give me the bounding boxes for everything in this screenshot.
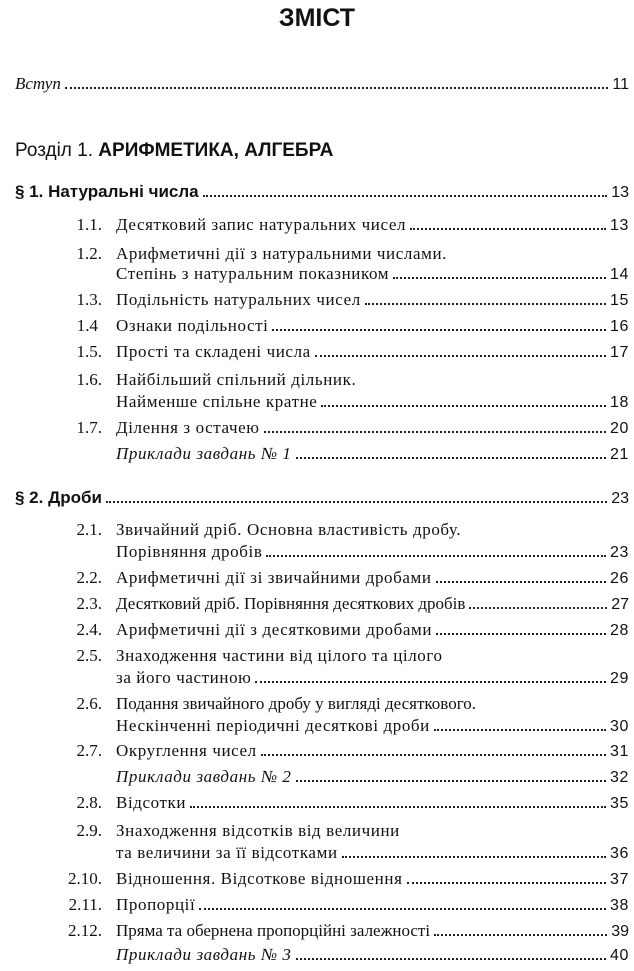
toc-entry-number: 2.5. <box>76 646 102 665</box>
toc-entry-row[interactable] <box>0 290 634 316</box>
toc-intro-page: 11 <box>612 76 629 93</box>
leader-dots <box>106 501 607 503</box>
toc-entry-title: Порівняння дробів <box>116 542 263 561</box>
toc-section-label: § 1. Натуральні числа <box>15 182 199 201</box>
toc-entry-number: 1.2. <box>76 244 102 263</box>
leader-dots <box>261 754 606 756</box>
toc-entry-page: 36 <box>610 845 629 862</box>
toc-entry-number: 2.2. <box>76 568 102 587</box>
toc-entry-title: Пряма та обернена пропорційні залежності <box>116 921 431 940</box>
toc-intro-label: Вступ <box>15 74 61 93</box>
toc-entry-number: 2.8. <box>76 793 102 812</box>
toc-entry-row[interactable] <box>0 215 634 241</box>
toc-entry-title-line1: Звичайний дріб. Основна властивість дробу. <box>116 520 462 539</box>
toc-entry-title: Пропорції <box>116 895 196 914</box>
toc-entry-page: 38 <box>610 897 629 914</box>
toc-entry-number: 2.6. <box>76 694 102 713</box>
toc-entry-row[interactable] <box>0 418 634 444</box>
toc-intro-row[interactable] <box>0 74 634 100</box>
leader-dots <box>315 355 606 357</box>
toc-entry-page: 23 <box>610 544 629 561</box>
toc-entry-page: 31 <box>610 743 629 760</box>
toc-entry-page: 32 <box>610 769 629 786</box>
leader-dots <box>272 329 606 331</box>
part-name: АРИФМЕТИКА, АЛГЕБРА <box>98 140 334 161</box>
toc-entry-row[interactable] <box>0 244 634 288</box>
leader-dots <box>203 195 608 197</box>
toc-examples-title: Приклади завдань № 1 <box>116 444 292 463</box>
toc-entry-number: 2.7. <box>76 741 102 760</box>
toc-entry-title: Арифметичні дії з десятковими дробами <box>116 620 433 639</box>
leader-dots <box>407 882 607 884</box>
toc-entry-page: 39 <box>611 923 629 940</box>
toc-entry-page: 28 <box>610 622 629 639</box>
toc-entry-title: Подільність натуральних чисел <box>116 290 361 309</box>
toc-section-row[interactable] <box>0 182 634 208</box>
part-prefix: Розділ 1. <box>15 140 94 161</box>
toc-entry-title: Десятковий дріб. Порівняння десяткових дробів <box>116 594 466 613</box>
leader-dots <box>365 303 606 305</box>
toc-section-row[interactable] <box>0 488 634 514</box>
toc-entry-page: 16 <box>610 318 629 335</box>
leader-dots <box>393 277 606 279</box>
toc-examples-row[interactable] <box>0 444 634 470</box>
toc-entry-number: 2.12. <box>68 921 102 940</box>
toc-entry-row[interactable] <box>0 921 634 947</box>
toc-entry-row[interactable] <box>0 821 634 865</box>
leader-dots <box>296 457 606 459</box>
toc-entry-title: та величини за її відсотками <box>116 843 338 862</box>
toc-entry-row[interactable] <box>0 869 634 895</box>
toc-entry-row[interactable] <box>0 895 634 921</box>
leader-dots <box>296 958 606 960</box>
toc-entry-row[interactable] <box>0 520 634 564</box>
toc-entry-title: за його частиною <box>116 668 252 687</box>
leader-dots <box>342 856 606 858</box>
toc-entry-number: 1.5. <box>76 342 102 361</box>
toc-entry-number: 2.1. <box>76 520 102 539</box>
toc-entry-number: 2.11. <box>68 895 102 914</box>
toc-entry-number: 1.1. <box>76 215 102 234</box>
toc-entry-page: 40 <box>610 947 629 964</box>
part-heading <box>15 140 333 162</box>
toc-entry-title: Ділення з остачею <box>116 418 260 437</box>
leader-dots <box>434 729 606 731</box>
toc-entry-page: 21 <box>610 446 629 463</box>
leader-dots <box>321 405 606 407</box>
page-title: ЗМІСТ <box>278 4 356 32</box>
toc-examples-title: Приклади завдань № 3 <box>116 945 292 964</box>
toc-entry-title: Відсотки <box>116 793 187 812</box>
toc-entry-title: Прості та складені числа <box>116 342 311 361</box>
toc-examples-title: Приклади завдань № 2 <box>116 767 292 786</box>
toc-entry-title-line1: Арифметичні дії з натуральними числами. <box>116 244 448 263</box>
toc-entry-number: 2.4. <box>76 620 102 639</box>
toc-section-page: 23 <box>611 490 629 507</box>
leader-dots <box>436 633 606 635</box>
toc-entry-page: 27 <box>611 596 629 613</box>
leader-dots <box>264 431 606 433</box>
toc-entry-row[interactable] <box>0 741 634 767</box>
toc-entry-row[interactable] <box>0 646 634 690</box>
toc-entry-title: Найменше спільне кратне <box>116 392 318 411</box>
toc-entry-page: 13 <box>610 217 629 234</box>
toc-entry-number: 2.10. <box>68 869 102 888</box>
leader-dots <box>255 681 606 683</box>
leader-dots <box>436 581 606 583</box>
toc-entry-title: Арифметичні дії зі звичайними дробами <box>116 568 432 587</box>
toc-section-label: § 2. Дроби <box>15 488 102 507</box>
toc-entry-page: 30 <box>610 718 629 735</box>
leader-dots <box>434 934 607 936</box>
toc-entry-number: 1.4 <box>76 316 98 335</box>
toc-entry-row[interactable] <box>0 620 634 646</box>
toc-entry-page: 37 <box>610 871 629 888</box>
toc-entry-page: 20 <box>610 420 629 437</box>
toc-entry-row[interactable] <box>0 568 634 594</box>
toc-entry-page: 26 <box>610 570 629 587</box>
toc-entry-title-line1: Знаходження відсотків від величини <box>116 821 400 840</box>
toc-entry-number: 1.6. <box>76 370 102 389</box>
leader-dots <box>410 228 606 230</box>
toc-entry-number: 1.3. <box>76 290 102 309</box>
toc-entry-number: 2.9. <box>76 821 102 840</box>
toc-entry-title: Степінь з натуральним показником <box>116 264 390 283</box>
leader-dots <box>190 806 606 808</box>
toc-entry-row[interactable] <box>0 370 634 414</box>
toc-entry-row[interactable] <box>0 316 634 342</box>
toc-entry-page: 18 <box>610 394 629 411</box>
toc-examples-row[interactable] <box>0 767 634 793</box>
toc-entry-number: 1.7. <box>76 418 102 437</box>
toc-entry-title-line1: Найбільший спільний дільник. <box>116 370 357 389</box>
toc-entry-page: 14 <box>610 266 629 283</box>
toc-entry-title: Нескінченні періодичні десяткові дроби <box>116 716 430 735</box>
toc-entry-title-line1: Знаходження частини від цілого та цілого <box>116 646 443 665</box>
toc-entry-title-line1: Подання звичайного дробу у вигляді десяткового. <box>116 694 477 713</box>
toc-entry-row[interactable] <box>0 594 634 620</box>
leader-dots <box>469 607 607 609</box>
toc-entry-page: 35 <box>610 795 629 812</box>
toc-entry-title: Округлення чисел <box>116 741 257 760</box>
leader-dots <box>65 87 609 89</box>
leader-dots <box>199 908 606 910</box>
toc-entry-page: 15 <box>610 292 629 309</box>
toc-examples-row[interactable] <box>0 945 634 971</box>
leader-dots <box>266 555 606 557</box>
toc-entry-page: 17 <box>610 344 629 361</box>
toc-entry-row[interactable] <box>0 793 634 819</box>
toc-section-page: 13 <box>611 184 629 201</box>
toc-entry-row[interactable] <box>0 342 634 368</box>
toc-entry-row[interactable] <box>0 694 634 738</box>
toc-entry-title: Ознаки подільності <box>116 316 269 335</box>
toc-entry-page: 29 <box>610 670 629 687</box>
toc-entry-number: 2.3. <box>76 594 102 613</box>
toc-entry-title: Відношення. Відсоткове відношення <box>116 869 403 888</box>
toc-entry-title: Десятковий запис натуральних чисел <box>116 215 407 234</box>
leader-dots <box>296 780 606 782</box>
